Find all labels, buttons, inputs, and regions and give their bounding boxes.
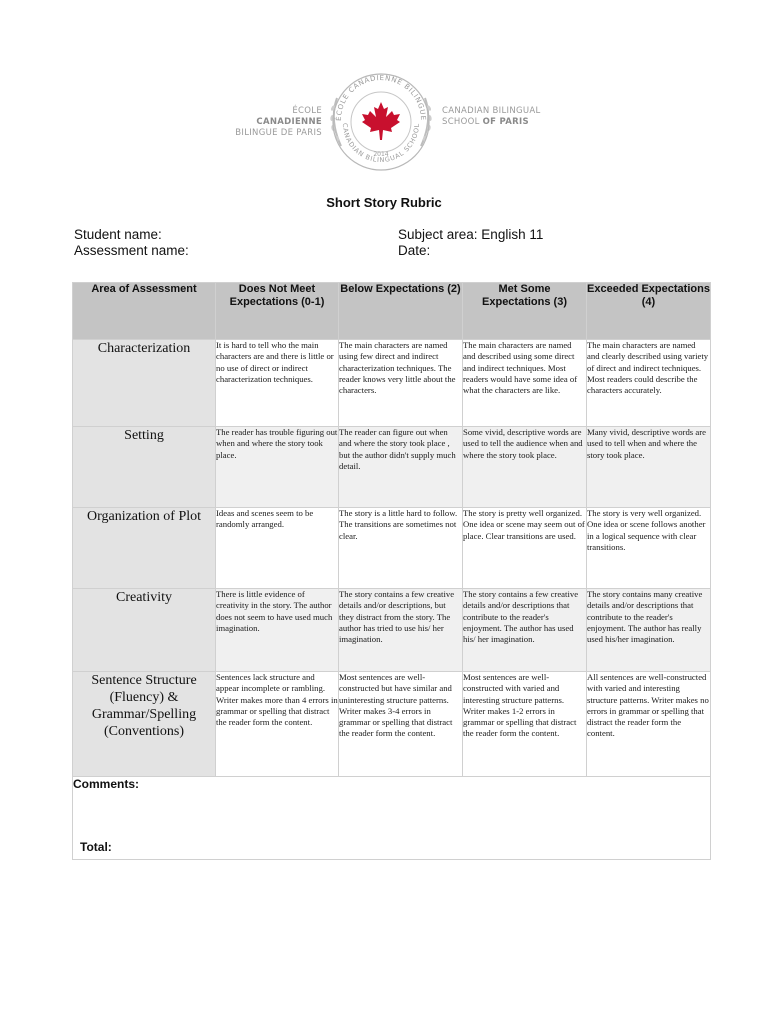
area-label: Characterization [73,340,216,427]
header-area: Area of Assessment [73,283,216,340]
criterion-cell: The reader has trouble figuring out when and where the story took place. [216,427,339,508]
criterion-cell: Most sentences are well-constructed but have similar and uninteresting structure patterns. Writer makes 3-4 errors in grammar or spelling that distract the reader form the content. [339,672,463,777]
criterion-cell: The main characters are named and described using some direct and indirect techniques. Most readers would have some idea of what the characters are like. [463,340,587,427]
school-seal-icon [323,58,439,178]
criterion-cell: It is hard to tell who the main characters are and there is little or no use of direct or indirect characterization techniques. [216,340,339,427]
criterion-cell: Ideas and scenes seem to be randomly arranged. [216,508,339,589]
meta-left [74,227,189,259]
header-level-4: Exceeded Expectations (4) [587,283,711,340]
criterion-cell: Most sentences are well-constructed with varied and interesting structure patterns. Writer makes 1-2 errors in grammar or spelling that distract the reader form the content. [463,672,587,777]
area-label: Creativity [73,589,216,672]
criterion-cell: The main characters are named using few direct and indirect characterization techniques. The reader knows very little about the characters. [339,340,463,427]
meta-right [398,227,543,259]
subject-area-label: Subject area: English 11 [398,227,544,242]
criterion-cell: The story contains a few creative details and/or descriptions, but they distract from the story. The author has tried to use his/ her imagination. [339,589,463,672]
criterion-cell: The story is very well organized. One idea or scene follows another in a logical sequence with clear transitions. [587,508,711,589]
assessment-name-label: Assessment name: [74,243,189,258]
criterion-cell: All sentences are well-constructed with varied and interesting structure patterns. Writer makes no errors in grammar or spelling that distract the reader form the content. [587,672,711,777]
seal-year: 2014 [373,151,389,158]
header-level-2: Below Expectations (2) [339,283,463,340]
header-level-3: Met Some Expectations (3) [463,283,587,340]
comments-label: Comments: [73,777,140,791]
school-logo [226,58,542,178]
area-label: Organization of Plot [73,508,216,589]
table-row [73,340,711,427]
area-label: Setting [73,427,216,508]
table-row [73,672,711,777]
total-label: Total: [80,840,112,854]
criterion-cell: Sentences lack structure and appear incomplete or rambling. Writer makes more than 4 errors in grammar or spelling that distract the reader form the content. [216,672,339,777]
area-label: Sentence Structure (Fluency) & Grammar/Spelling (Conventions) [73,672,216,777]
seal-bottom-text: CANADIAN BILINGUAL SCHOOL [340,122,422,165]
document-title: Short Story Rubric [326,195,442,210]
student-name-label: Student name: [74,227,162,242]
criterion-cell: Many vivid, descriptive words are used to tell when and where the story took place. [587,427,711,508]
comments-row [73,777,711,860]
comments-cell [73,777,711,860]
logo-text-english: CANADIAN BILINGUAL SCHOOL OF PARIS [442,106,541,127]
table-row [73,427,711,508]
logo-text-french: ÉCOLE CANADIENNE BILINGUE DE PARIS [235,106,322,138]
criterion-cell: The main characters are named and clearly described using variety of direct and indirect techniques. Most readers could describe the characters accurately. [587,340,711,427]
seal-top-text: ÉCOLE CANADIENNE BILINGUE [334,73,428,122]
header-row [73,283,711,340]
criterion-cell: The story contains a few creative details and/or descriptions that contribute to the reader's enjoyment. The author has used his/ her imagination. [463,589,587,672]
criterion-cell: The story contains many creative details and/or descriptions that contribute to the reader's enjoyment. The author has really used his/her imagination. [587,589,711,672]
table-row [73,589,711,672]
table-row [73,508,711,589]
criterion-cell: The story is a little hard to follow. The transitions are sometimes not clear. [339,508,463,589]
criterion-cell: There is little evidence of creativity in the story. The author does not seem to have used much imagination. [216,589,339,672]
criterion-cell: Some vivid, descriptive words are used to tell the audience when and where the story took place. [463,427,587,508]
header-level-1: Does Not Meet Expectations (0-1) [216,283,339,340]
rubric-table [72,282,711,860]
date-label: Date: [398,243,431,258]
criterion-cell: The story is pretty well organized. One idea or scene may seem out of place. Clear transitions are used. [463,508,587,589]
maple-leaf-icon [362,102,400,140]
criterion-cell: The reader can figure out when and where the story took place , but the author didn't supply much detail. [339,427,463,508]
